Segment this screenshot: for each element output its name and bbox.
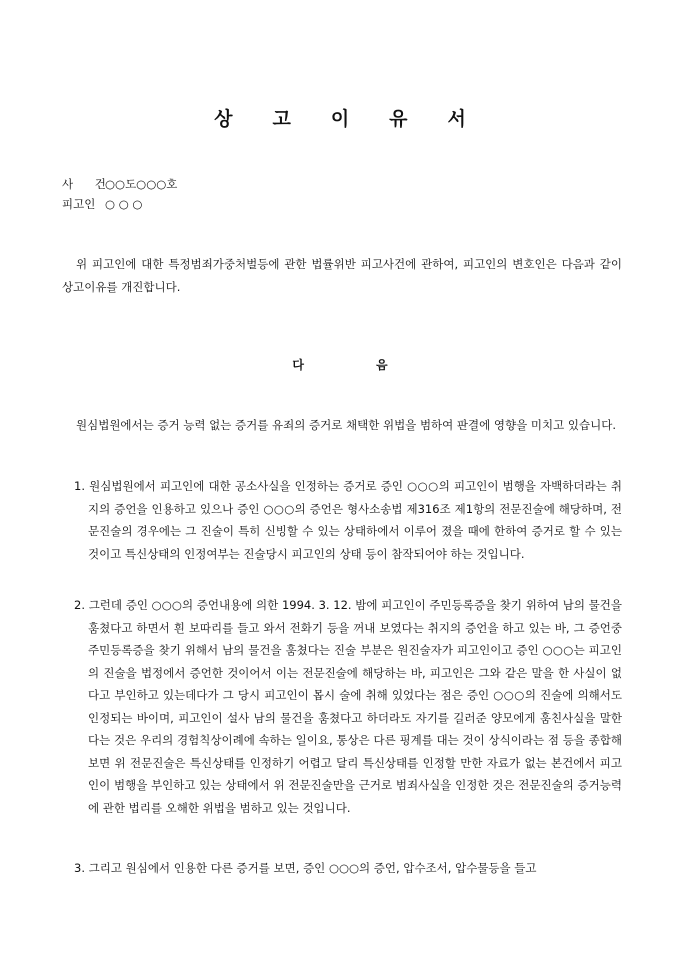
reason-item-1: 1. 원심법원에서 피고인에 대한 공소사실을 인정하는 증거로 증인 ○○○의 피고인이 범행을 자백하더라는 취지의 증언을 인용하고 있으나 증인 ○○○의 증언은 형사소송법 제316조 제1항의 전문진술에 해당하며, 전문진술의 경우에는 그 진술이 특히 신빙할 수 있는 상태하에서 이루어 졌을 때에 한하여 증거로 할 수 있는 것이고 특신상태의 인정여부는 진술당시 피고인의 상태 등이 참작되어야 하는 것입니다. [74, 479, 622, 561]
lead-paragraph: 원심법원에서는 증거 능력 없는 증거를 유죄의 증거로 채택한 위법을 범하여 판결에 영향을 미치고 있습니다. [76, 418, 616, 432]
heading-left: 다 [292, 358, 304, 372]
case-number-line [62, 176, 177, 192]
defendant-label: 피고인 [62, 197, 96, 211]
intro-paragraph: 위 피고인에 대한 특정범죄가중처벌등에 관한 법률위반 피고사건에 관하여, 피고인의 변호인은 다음과 같이 상고이유를 개진합니다. [62, 257, 622, 294]
reason-item-2: 2. 그런데 증인 ○○○의 증언내용에 의한 1994. 3. 12. 밤에 피고인이 주민등록증을 찾기 위하여 남의 물건을 훔쳤다고 하면서 흰 보따리를 들고 와서 전화기 등을 꺼내 보였다는 취지의 증언을 하고 있는 바, 그 증언중 주민등록증을 찾기 위해서 남의 물건을 훔쳤다는 진술 부분은 원진술자가 피고인이고 증인 ○○○는 피고인의 진술을 법정에서 증언한 것이어서 이는 전문진술에 해당하는 바, 피고인은 그와 같은 말을 한 사실이 없다고 부인하고 있는데다가 그 당시 피고인이 몹시 술에 취해 있었다는 점은 증인 ○○○의 진술에 의해서도 인정되는 바이며, 피고인이 설사 남의 물건을 훔쳤다고 하더라도 자기를 길러준 양모에게 훔친사실을 말한다는 것은 우리의 경험칙상이례에 속하는 일이요, 통상은 다른 핑계를 대는 것이 상식이라는 점 등을 종합해 보면 위 전문진술은 특신상태를 인정하기 어렵고 달리 특신상태를 인정할 만한 자료가 없는 본건에서 피고인이 범행을 부인하고 있는 상태에서 위 전문진술만을 근거로 범죄사실을 인정한 것은 전문진술의 증거능력에 관한 법리를 오해한 위법을 범하고 있는 것입니다. [74, 598, 622, 815]
case-label: 사 건 [62, 177, 115, 191]
heading-right: 음 [376, 358, 388, 372]
section-heading [0, 356, 680, 373]
document-title: 상고이유서 [214, 108, 506, 130]
defendant-line [62, 196, 142, 212]
case-value: ○○도○○○호 [105, 177, 178, 191]
reason-item-3: 3. 그리고 원심에서 인용한 다른 증거를 보면, 증인 ○○○의 증언, 압수조서, 압수물등을 들고 [74, 861, 537, 875]
defendant-value: ○ ○ ○ [105, 197, 143, 211]
